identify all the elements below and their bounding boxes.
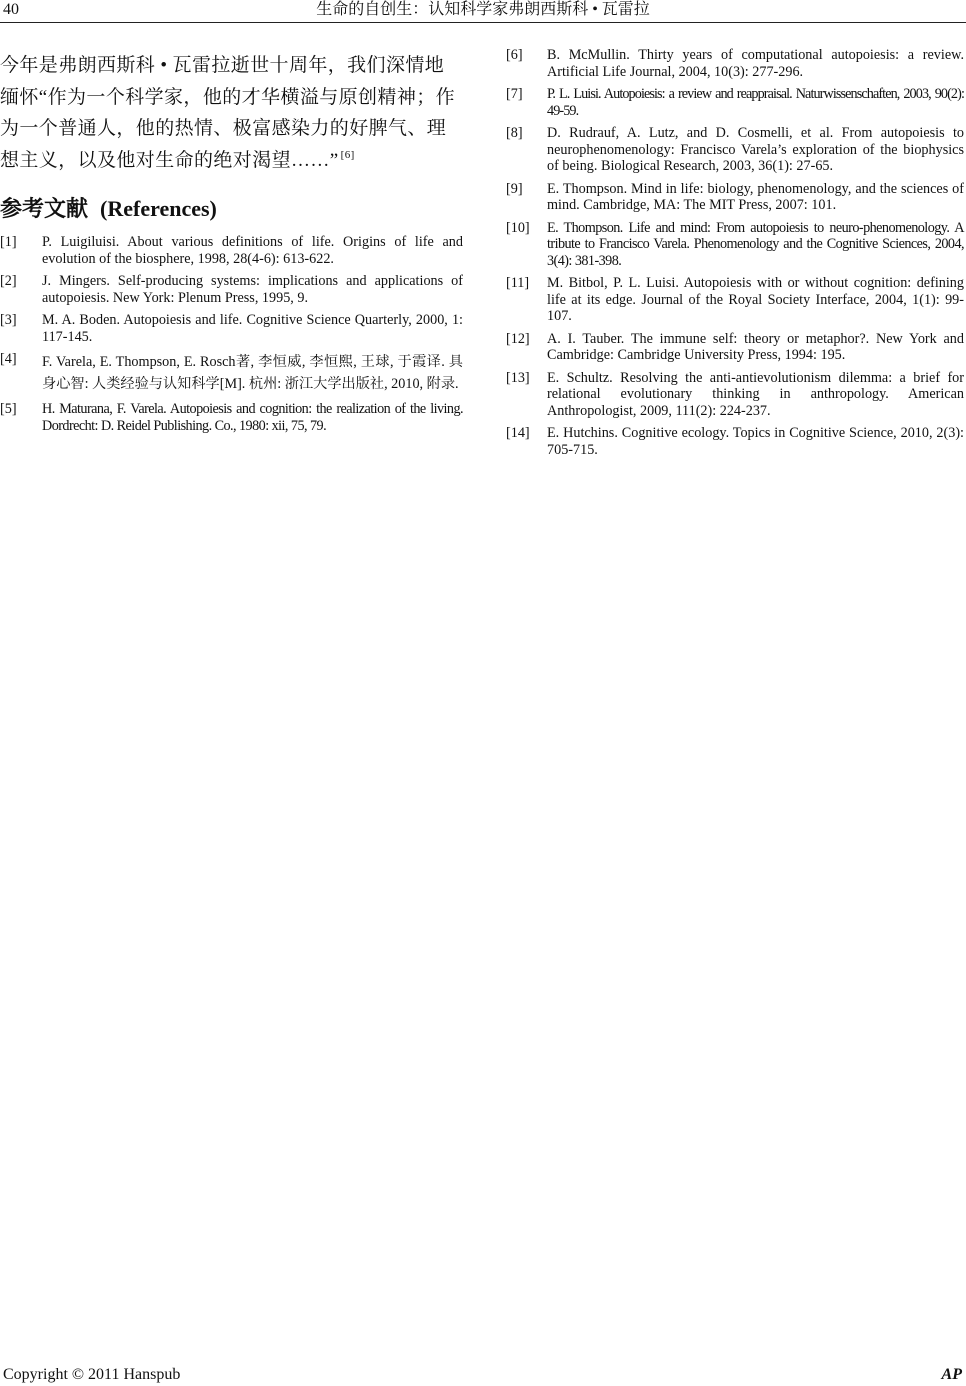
reference-text: P. L. Luisi. Autopoiesis: a review and reappraisal. Naturwissenschaften, 2003, 90(2): 49-59.	[547, 86, 964, 119]
reference-text: E. Thompson. Mind in life: biology, phenomenology, and the sciences of mind. Cambridge, MA: The MIT Press, 2007: 101.	[547, 180, 964, 213]
reference-number: [9]	[506, 180, 523, 197]
reference-entry-4	[0, 351, 463, 395]
reference-number: [5]	[0, 401, 17, 417]
reference-entry-8	[506, 125, 964, 175]
reference-text: D. Rudrauf, A. Lutz, and D. Cosmelli, et al. From autopoiesis to neurophenomenology: Francisco Varela’s exploration of the biophysics of being. Biological Research, 2003, 36(1): 27-65.	[547, 125, 964, 174]
reference-number: [2]	[0, 273, 17, 289]
page-header	[0, 0, 966, 23]
body-paragraph	[0, 50, 463, 176]
reference-text: M. Bitbol, P. L. Luisi. Autopoiesis with or without cognition: defining life at its edge. Journal of the Royal Society Interface, 2004, 1(1): 99-107.	[547, 275, 964, 324]
reference-text: J. Mingers. Self-producing systems: implications and applications of autopoiesis. New York: Plenum Press, 1995, 9.	[42, 273, 463, 306]
citation-superscript: [6]	[340, 149, 355, 162]
reference-number: [12]	[506, 330, 530, 347]
reference-text: M. A. Boden. Autopoiesis and life. Cognitive Science Quarterly, 2000, 1: 117-145.	[42, 312, 463, 345]
reference-entry-3	[0, 312, 463, 345]
references-heading-zh: 参考文献	[0, 196, 89, 221]
page-footer	[0, 1365, 966, 1385]
reference-number: [3]	[0, 312, 17, 328]
copyright-notice: Copyright © 2011 Hanspub	[3, 1366, 181, 1383]
reference-entry-14	[506, 425, 964, 458]
reference-entry-10	[506, 220, 964, 270]
reference-entry-13	[506, 370, 964, 420]
body-paragraph-text: 今年是弗朗西斯科 • 瓦雷拉逝世十周年，我们深情地缅怀“作为一个科学家，他的才华横溢与原创精神；作为一个普通人，他的热情、极富感染力的好脾气、理想主义，以及他对生命的绝对渴望……”	[0, 55, 456, 171]
reference-entry-9	[506, 181, 964, 214]
reference-text: P. Luigiluisi. About various definitions of life. Origins of life and evolution of the biosphere, 1998, 28(4-6): 613-622.	[42, 234, 463, 267]
reference-text: E. Hutchins. Cognitive ecology. Topics in Cognitive Science, 2010, 2(3): 705-715.	[547, 425, 964, 458]
reference-entry-7	[506, 86, 964, 119]
right-column	[506, 47, 964, 464]
reference-number: [11]	[506, 275, 530, 291]
references-heading	[0, 194, 463, 224]
reference-number: [4]	[0, 351, 17, 367]
reference-number: [13]	[506, 369, 530, 386]
reference-text: F. Varela, E. Thompson, E. Rosch著, 李恒威, 李恒熙, 王球, 于霞译. 具身心智: 人类经验与认知科学[M]. 杭州: 浙江大学出版社, 2010, 附录.	[42, 354, 463, 392]
reference-entry-6	[506, 47, 964, 80]
page-number: 40	[3, 1, 19, 18]
reference-entry-2	[0, 273, 463, 306]
left-column	[0, 50, 463, 440]
reference-text: E. Schultz. Resolving the anti-antievolutionism dilemma: a brief for relational evolutionary thinking in anthropology. American Anthropologist, 2009, 111(2): 224-237.	[547, 369, 964, 419]
journal-code: AP	[941, 1366, 962, 1383]
reference-number: [6]	[506, 47, 523, 63]
reference-text: H. Maturana, F. Varela. Autopoiesis and cognition: the realization of the living. Dordrecht: D. Reidel Publishing. Co., 1980: xii, 75, 79.	[42, 401, 463, 434]
running-title: 生命的自创生：认知科学家弗朗西斯科 • 瓦雷拉	[316, 1, 650, 18]
reference-entry-5	[0, 401, 463, 434]
reference-number: [8]	[506, 125, 523, 141]
reference-number: [7]	[506, 86, 523, 102]
reference-text: A. I. Tauber. The immune self: theory or metaphor?. New York and Cambridge: Cambridge University Press, 1994: 195.	[547, 330, 964, 363]
reference-number: [14]	[506, 425, 530, 441]
reference-text: B. McMullin. Thirty years of computational autopoiesis: a review. Artificial Life Journal, 2004, 10(3): 277-296.	[547, 47, 964, 80]
reference-number: [10]	[506, 219, 530, 236]
reference-entry-12	[506, 331, 964, 364]
reference-entry-11	[506, 275, 964, 325]
reference-number: [1]	[0, 234, 17, 250]
reference-text: E. Thompson. Life and mind: From autopoiesis to neuro-phenomenology. A tribute to Francisco Varela. Phenomenology and the Cognitive Sciences, 2004, 3(4): 381-398.	[547, 219, 964, 269]
references-heading-en: (References)	[100, 196, 217, 221]
reference-entry-1	[0, 234, 463, 267]
